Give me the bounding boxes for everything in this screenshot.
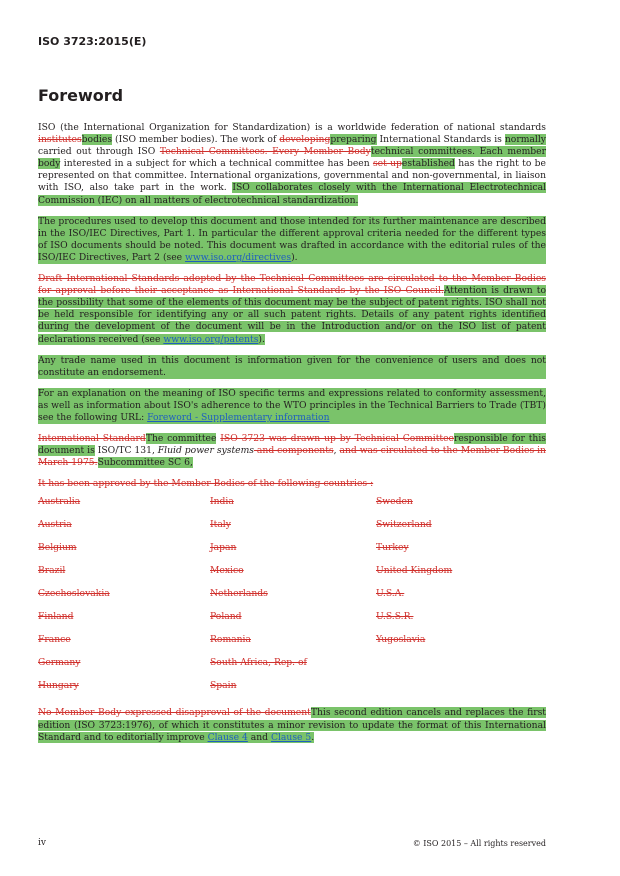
country-item: Brazil (38, 565, 66, 577)
country-item: Poland (210, 611, 242, 623)
country-item: France (38, 634, 71, 646)
country-item: Netherlands (210, 588, 268, 600)
country-item: India (210, 496, 234, 508)
page-title: Foreword (38, 86, 124, 105)
country-item: Spain (210, 680, 237, 692)
deleted-text: Technical Committees. Every Member Body (159, 146, 371, 158)
inserted-text: Attention is drawn to the possibility that some of the elements of this document may be the subject of patent rights. ISO shall not be held responsible for identifying any or all such patent rights. Details of any patent rights identified during the development of the document will be in the Introduction and/or on the ISO list of patent declarations received (see www.iso.org/patents). (38, 285, 546, 345)
country-item: Hungary (38, 680, 79, 692)
deleted-text: and components (254, 445, 334, 457)
country-item: Japan (210, 542, 237, 554)
paragraph-explanation: For an explanation on the meaning of ISO specific terms and expressions related to conformity assessment, as well as information about ISO's adherence to the WTO principles in the Technical Barriers to Trade (TBT) see the following URL: Foreword - Supplementary information (38, 387, 546, 423)
country-item: United Kingdom (376, 565, 453, 577)
country-item (376, 657, 546, 670)
paragraph-patents (38, 273, 546, 346)
paragraph-committee: International StandardThe committee ISO 3723 was drawn up by Technical Committeeresponsible for this document is ISO/TC 131, Fluid power systems and components, and was circulated to the Member Bodies in March 1975.Subcommittee SC 6, (38, 433, 546, 469)
standard-identifier: ISO 3723:2015(E) (38, 35, 147, 48)
country-list (38, 496, 546, 693)
country-item: Switzerland (376, 519, 432, 531)
country-item: Belgium (38, 542, 77, 554)
country-item: South Africa, Rep. of (210, 657, 307, 669)
country-item: Finland (38, 611, 74, 623)
country-item: U.S.S.R. (376, 611, 414, 623)
foreword-body (38, 122, 546, 753)
country-item: Italy (210, 519, 231, 531)
deleted-text: ISO 3723 was drawn up by Technical Committee (220, 433, 454, 445)
inserted-text: established (401, 158, 455, 170)
paragraph-procedures: The procedures used to develop this document and those intended for its further maintenance are described in the ISO/IEC Directives, Part 1. In particular the different approval criteria needed for the different types of ISO documents should be noted. This document was drafted in accordance with the editorial rules of the ISO/IEC Directives, Part 2 (see www.iso.org/directives). (38, 215, 546, 263)
inserted-text: preparing (330, 134, 377, 146)
inserted-text: Subcommittee SC 6, (97, 457, 193, 469)
inserted-text: responsible for this document is (38, 433, 546, 457)
country-item: Romania (210, 634, 251, 646)
clause-4-link[interactable]: Clause 4 (207, 731, 248, 743)
country-item: Germany (38, 657, 81, 669)
page-number: iv (38, 838, 46, 848)
country-item: Yugoslavia (376, 634, 426, 646)
paragraph-edition (38, 707, 546, 743)
deleted-text: and was circulated to the Member Bodies in March 1975. (38, 445, 546, 469)
country-item (376, 680, 546, 693)
deleted-text: No Member Body expressed disapproval of the document (38, 707, 311, 719)
deleted-text: set up (372, 158, 402, 170)
country-item: Czechoslovakia (38, 588, 110, 600)
supplementary-info-link[interactable]: Foreword - Supplementary information (147, 411, 330, 423)
directives-link[interactable]: www.iso.org/directives (185, 251, 292, 263)
inserted-text: technical committees. Each member body (38, 146, 546, 170)
approval-line: It has been approved by the Member Bodies of the following countries : (38, 478, 374, 490)
inserted-text: normally (504, 134, 546, 146)
inserted-text: bodies (81, 134, 113, 146)
country-item: U.S.A. (376, 588, 405, 600)
country-item: Turkey (376, 542, 409, 554)
clause-5-link[interactable]: Clause 5 (270, 731, 312, 743)
country-item: Australia (38, 496, 81, 508)
deleted-text: International Standard (38, 433, 146, 445)
copyright-notice: © ISO 2015 – All rights reserved (412, 839, 546, 848)
inserted-text: ISO collaborates closely with the International Electrotechnical Commission (IEC) on all matters of electrotechnical standardization. (38, 182, 546, 206)
patents-link[interactable]: www.iso.org/patents (163, 333, 259, 345)
paragraph-organization: ISO (the International Organization for Standardization) is a worldwide federation of national standards institutesbodies (ISO member bodies). The work of developingpreparing International Standards is normally carried out through ISO Technical Committees. Every Member Bodytechnical committees. Each member body interested in a subject for which a technical committee has been set upestablished has the right to be represented on that committee. International organizations, governmental and non-governmental, in liaison with ISO, also take part in the work. ISO collaborates closely with the International Electrotechnical Commission (IEC) on all matters of electrotechnical standardization. (38, 122, 546, 206)
deleted-text: developing (279, 134, 331, 146)
committee-title: Fluid power systems (157, 445, 254, 457)
inserted-text: The committee (145, 433, 217, 445)
paragraph-trade-name: Any trade name used in this document is information given for the convenience of users and does not constitute an endorsement. (38, 354, 546, 378)
inserted-text: This second edition cancels and replaces the first edition (ISO 3723:1976), of which it constitutes a minor revision to update the format of this International Standard and to editorially improve Clause 4 and Clause 5. (38, 707, 546, 743)
deleted-text: institutes (38, 134, 82, 146)
country-item: Sweden (376, 496, 413, 508)
deleted-text: Draft International Standards adopted by the Technical Committees are circulated to the Member Bodies for approval before their acceptance as International Standards by the ISO Council. (38, 273, 546, 297)
country-item: Austria (38, 519, 72, 531)
country-item: Mexico (210, 565, 244, 577)
